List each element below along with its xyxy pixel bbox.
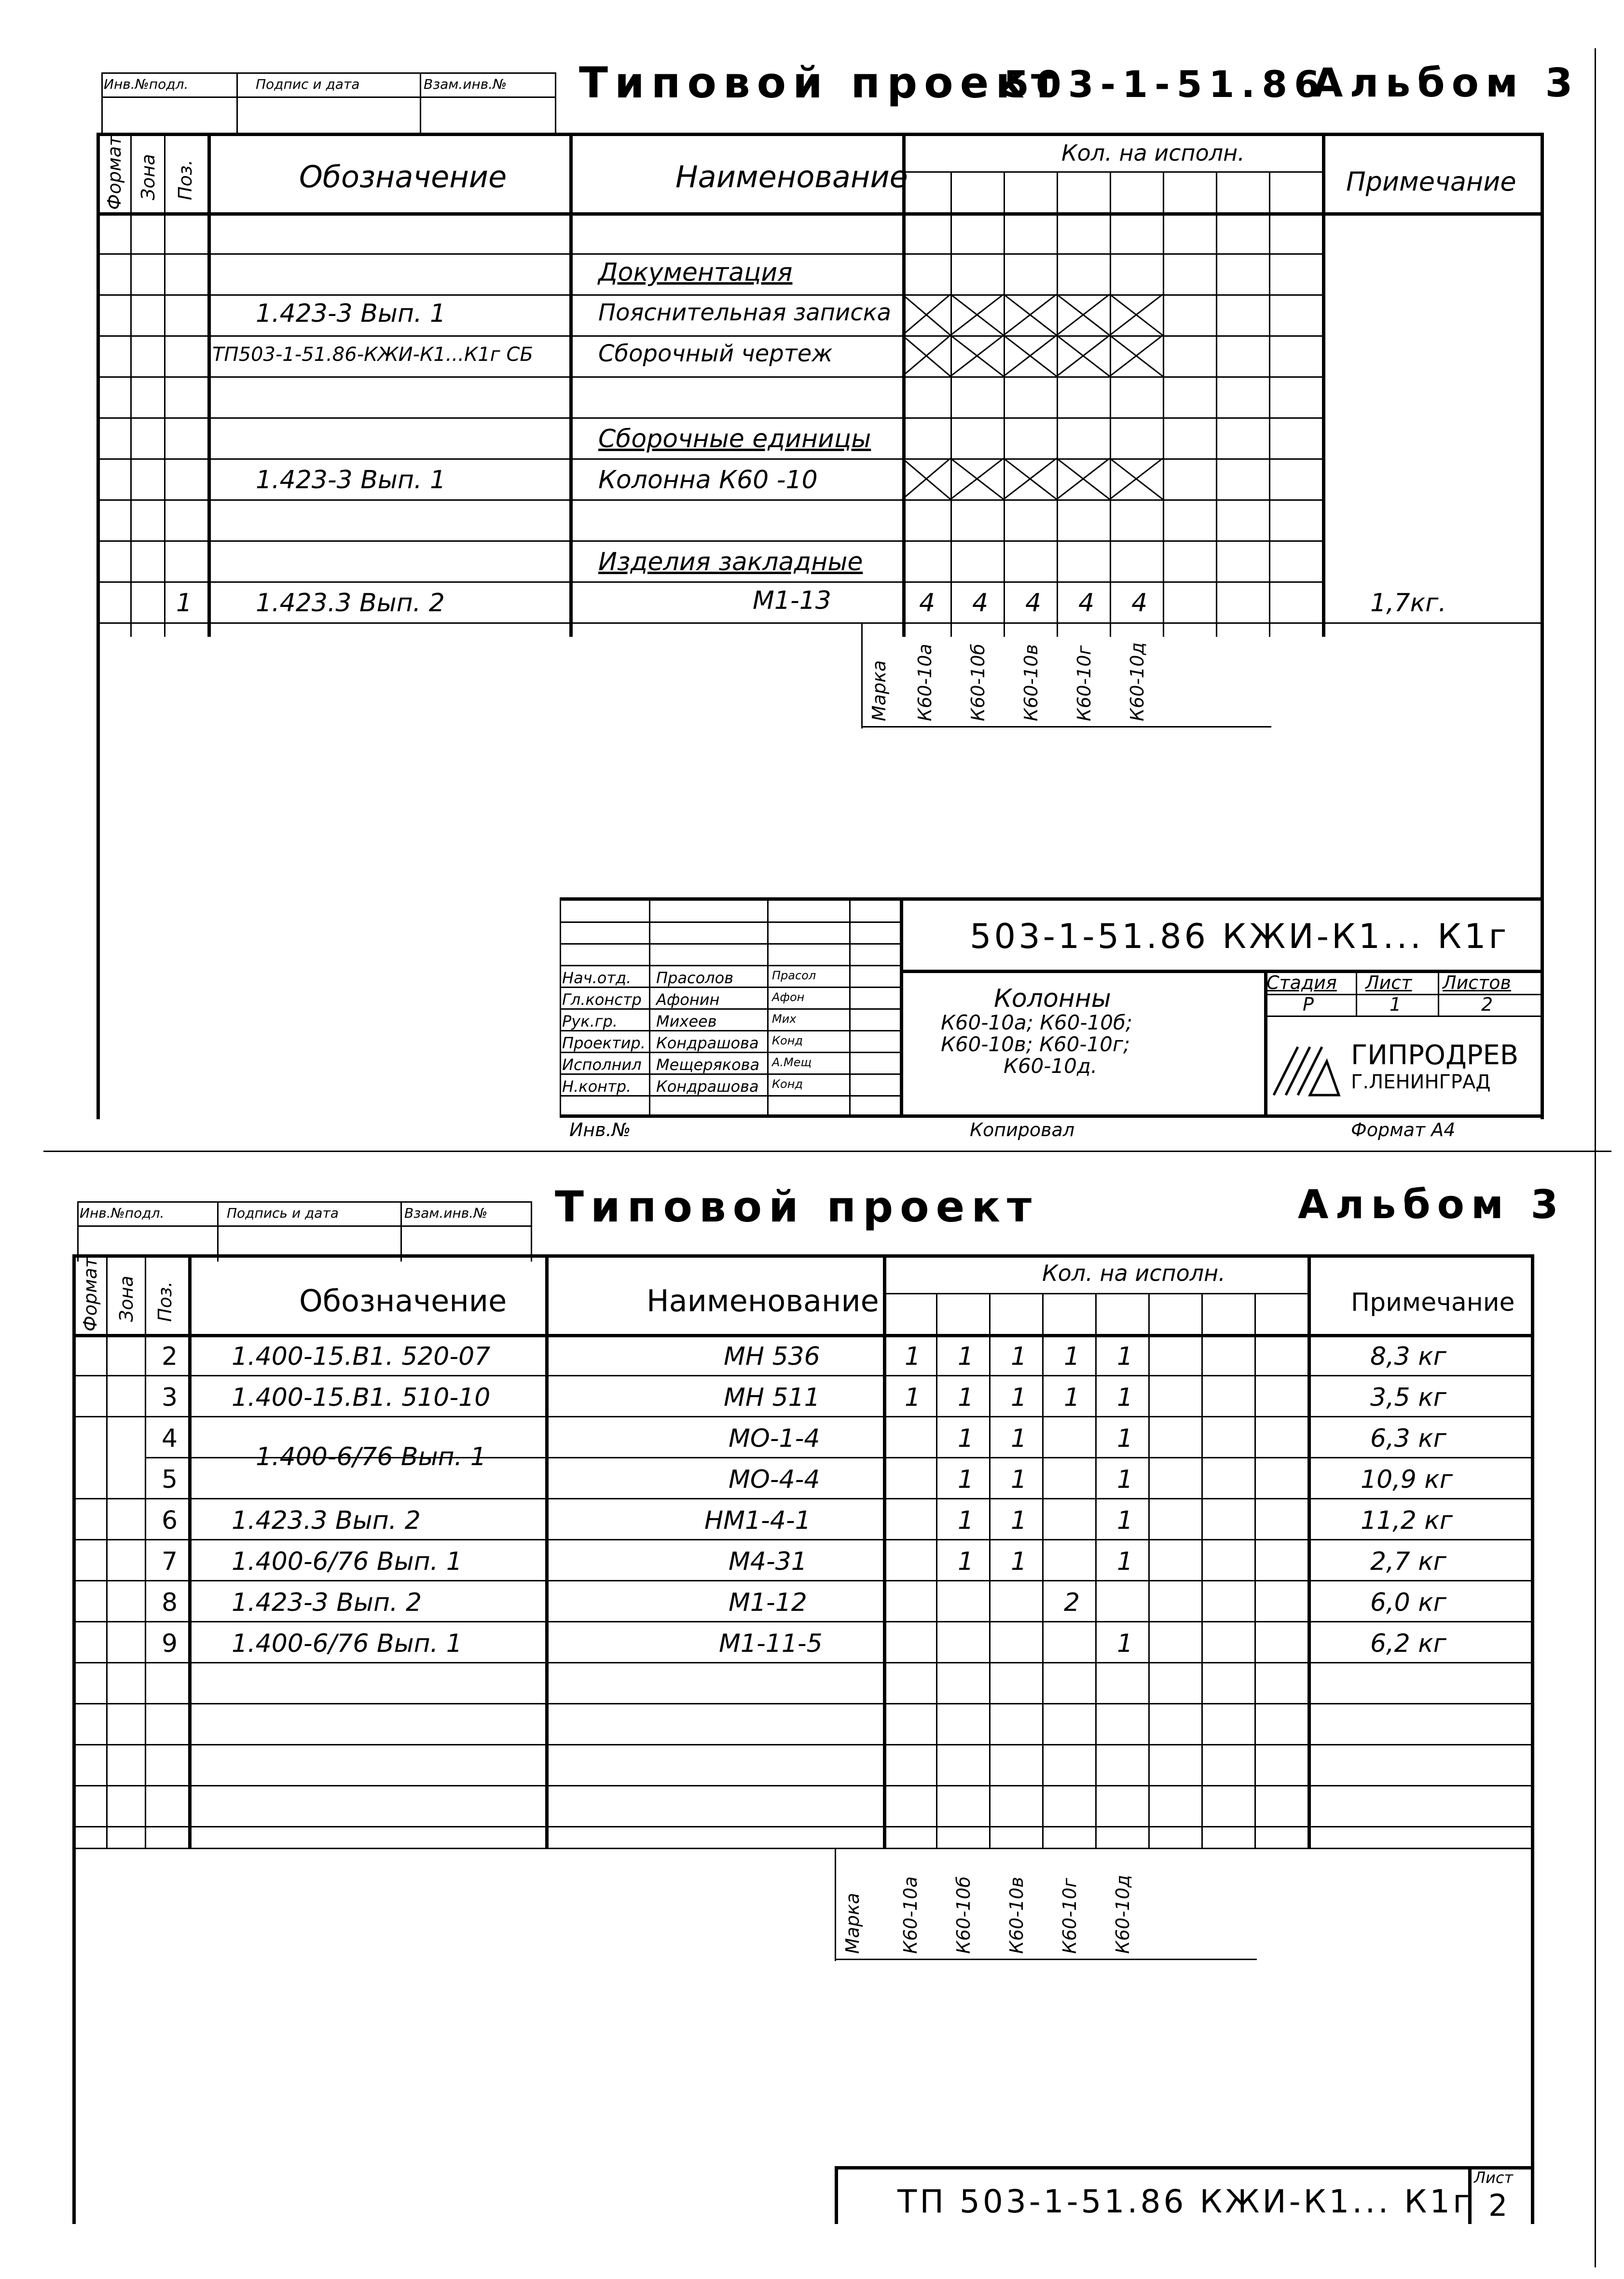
row-line	[72, 1703, 1534, 1704]
staff-signature: Конд	[772, 1034, 803, 1047]
staff-signature: Афон	[772, 990, 805, 1004]
qty-cell: 2	[1064, 1588, 1080, 1617]
qty-cell: 4	[1078, 589, 1095, 618]
footer-sheet-number: 2	[1488, 2188, 1508, 2223]
row-designation: 1.423-3 Вып. 1	[256, 466, 446, 494]
qty-cell: 1	[1011, 1342, 1027, 1371]
row-pos: 9	[162, 1629, 178, 1658]
row-designation: 1.400-15.В1. 520-07	[232, 1342, 491, 1371]
col-line-name	[883, 1254, 886, 1848]
format-label: Формат А4	[1351, 1119, 1456, 1140]
staff-name: Михеев	[656, 1012, 717, 1030]
col-line-format	[106, 1254, 108, 1848]
row-designation: 1.400-6/76 Вып. 1	[256, 1442, 486, 1471]
row-note: 6,3 кг	[1370, 1424, 1446, 1453]
qty-cell: 1	[1117, 1465, 1133, 1494]
album-label: Альбом 3	[1298, 1182, 1565, 1228]
qty-cell: 4	[972, 589, 989, 618]
stamp-replace-label: Взам.инв.№	[404, 1205, 488, 1221]
org-name: ГИПРОДРЕВ	[1351, 1040, 1519, 1071]
qty-cell: 1	[1064, 1383, 1080, 1412]
footer-left	[835, 2166, 838, 2224]
staff-signature: Прасол	[772, 969, 816, 982]
row-line	[72, 1785, 1534, 1786]
row-note: 6,2 кг	[1370, 1629, 1446, 1658]
qty-cell: 1	[1117, 1547, 1133, 1576]
mark-label: К60-10б	[967, 644, 989, 721]
qty-cell: 1	[1011, 1465, 1027, 1494]
staff-name: Кондрашова	[656, 1034, 759, 1052]
mark-label: К60-10д	[1127, 642, 1148, 721]
col-header-qty: Кол. на исполн.	[1042, 1260, 1225, 1286]
qty-cell: 1	[1011, 1383, 1027, 1412]
qty-cell: 1	[1011, 1547, 1027, 1576]
tb-row	[560, 921, 900, 923]
marks-label: Марка	[842, 1893, 863, 1954]
col-header-pos: Поз.	[175, 159, 196, 200]
tb-line	[649, 897, 650, 1114]
table-right-border	[1531, 1254, 1534, 2224]
row-pos: 1	[176, 589, 193, 618]
qty-cell: 1	[958, 1424, 974, 1453]
row-pos: 2	[162, 1342, 178, 1371]
qty-cell: 1	[1117, 1506, 1133, 1535]
staff-name: Афонин	[656, 990, 720, 1009]
sheet-value: 1	[1390, 994, 1402, 1015]
mark-label: К60-10д	[1112, 1875, 1133, 1954]
row-name: Колонна К60 -10	[598, 466, 818, 494]
qty-cell: 4	[1131, 589, 1148, 618]
stamp-mid-line	[77, 1225, 531, 1227]
row-designation: 1.400-6/76 Вып. 1	[232, 1547, 462, 1576]
staff-role: Рук.гр.	[562, 1012, 618, 1030]
qty-cell: 1	[958, 1465, 974, 1494]
qty-cell: 1	[1011, 1506, 1027, 1535]
row-line	[72, 1662, 1534, 1663]
qty-cell: 1	[958, 1342, 974, 1371]
stage-label: Стадия	[1266, 972, 1337, 993]
frame-left	[96, 637, 100, 1119]
table-left-border	[72, 1254, 76, 2224]
mark-label: К60-10в	[1020, 644, 1042, 721]
row-line	[72, 1416, 1534, 1417]
stamp-inv-label: Инв.№подл.	[80, 1205, 165, 1221]
row-name: Пояснительная записка	[598, 299, 892, 326]
qty-cell: 1	[1117, 1424, 1133, 1453]
stage-value: Р	[1303, 994, 1314, 1015]
item-title: Колонны	[994, 984, 1111, 1013]
row-note: 11,2 кг	[1361, 1506, 1453, 1535]
frame-right	[1541, 637, 1544, 1119]
col-header-qty: Кол. на исполн.	[1061, 140, 1245, 166]
row-note: 8,3 кг	[1370, 1342, 1446, 1371]
row-note: 2,7 кг	[1370, 1547, 1446, 1576]
mark-label: К60-10г	[1059, 1878, 1080, 1954]
marks-label: Марка	[868, 660, 890, 721]
row-designation: 1.423-3 Вып. 1	[256, 299, 446, 328]
tb-line	[1438, 970, 1439, 1016]
tb-row	[560, 943, 900, 945]
org-logo-icon	[1269, 1037, 1341, 1100]
staff-role: Исполнил	[562, 1056, 642, 1074]
titleblock-bottom	[560, 1114, 1544, 1118]
staff-signature: А.Мещ	[772, 1056, 812, 1069]
section-embedded-items: Изделия закладные	[598, 548, 863, 577]
qty-cell: 4	[919, 589, 936, 618]
row-designation: 1.423.3 Вып. 2	[256, 589, 445, 618]
footer-code: ТП 503-1-51.86 КЖИ-К1... К1г	[897, 2183, 1473, 2220]
sheet-divider	[43, 1151, 1611, 1152]
page-edge-line	[1595, 48, 1596, 2267]
org-city: Г.ЛЕНИНГРАД	[1351, 1071, 1491, 1093]
row-line	[72, 1375, 1534, 1376]
row-note: 10,9 кг	[1361, 1465, 1453, 1494]
sheets-label: Листов	[1443, 972, 1511, 993]
col-header-designation: Обозначение	[299, 1283, 507, 1318]
stamp-sign-label: Подпис и дата	[256, 76, 360, 92]
item-line: К60-10в; К60-10г;	[941, 1032, 1130, 1056]
crossed-cells	[0, 0, 1624, 675]
row-designation: 1.400-15.В1. 510-10	[232, 1383, 491, 1412]
row-designation: 1.423-3 Вып. 2	[232, 1588, 422, 1617]
inv-label: Инв.№	[569, 1119, 631, 1140]
titleblock-code: 503-1-51.86 КЖИ-К1... К1г	[970, 917, 1510, 956]
project-number: 503-1-51.86	[1004, 63, 1327, 106]
tb-line	[1356, 970, 1357, 1016]
row-name: МО-1-4	[729, 1424, 820, 1453]
row-name: М1-13	[753, 586, 831, 615]
col-header-zone: Зона	[116, 1276, 137, 1322]
footer-sheet-label: Лист	[1474, 2169, 1514, 2187]
row-name: НМ1-4-1	[704, 1506, 811, 1535]
row-designation: 1.423.3 Вып. 2	[232, 1506, 421, 1535]
footer-top	[835, 2166, 1534, 2169]
qty-cell: 1	[1117, 1342, 1133, 1371]
row-name: МО-4-4	[729, 1465, 820, 1494]
staff-role: Н.контр.	[562, 1077, 632, 1096]
qty-cell: 1	[1117, 1629, 1133, 1658]
row-pos: 8	[162, 1588, 178, 1617]
row-pos: 7	[162, 1547, 178, 1576]
qty-cell: 1	[958, 1547, 974, 1576]
table-header-bottom	[72, 1334, 1534, 1337]
staff-signature: Мих	[772, 1012, 797, 1026]
mark-label: К60-10г	[1073, 645, 1095, 721]
row-name: МН 536	[724, 1342, 820, 1371]
row-designation: 1.400-6/76 Вып. 1	[232, 1629, 462, 1658]
row-name: М1-11-5	[719, 1629, 823, 1658]
row-line	[72, 1498, 1534, 1499]
mark-label: К60-10а	[914, 644, 936, 721]
col-line-pos	[188, 1254, 192, 1848]
row-name: МН 511	[724, 1383, 820, 1412]
row-pos: 3	[162, 1383, 178, 1412]
marks-bottom	[835, 1959, 1257, 1960]
stamp-line	[77, 1201, 79, 1262]
stamp-top-line	[77, 1201, 531, 1203]
row-pos: 4	[162, 1424, 178, 1453]
col-line-zone	[145, 1254, 146, 1848]
tb-row	[560, 965, 900, 966]
col-header-format: Формат	[104, 135, 125, 210]
row-name: М4-31	[729, 1547, 807, 1576]
titleblock-top	[560, 897, 1544, 901]
col-line-designation	[545, 1254, 549, 1848]
marks-line	[861, 622, 863, 728]
qty-cell: 1	[905, 1383, 921, 1412]
table-top-border	[72, 1254, 1534, 1258]
stamp-inv-label: Инв.№подл.	[104, 76, 189, 92]
qty-cell: 1	[958, 1506, 974, 1535]
staff-name: Прасолов	[656, 969, 734, 987]
staff-role: Гл.констр	[562, 990, 642, 1009]
col-header-note: Примечание	[1346, 166, 1516, 197]
item-line: К60-10д.	[1004, 1054, 1098, 1078]
row-line	[72, 1580, 1534, 1581]
mark-label: К60-10в	[1006, 1877, 1027, 1954]
row-line	[72, 1744, 1534, 1745]
tb-line	[900, 897, 903, 1114]
item-line: К60-10а; К60-10б;	[941, 1011, 1133, 1034]
staff-role: Нач.отд.	[562, 969, 632, 987]
tb-row	[1264, 1016, 1544, 1017]
page-title: Типовой проект	[555, 1182, 1039, 1232]
col-header-note: Примечание	[1351, 1288, 1515, 1317]
row-line	[72, 1539, 1534, 1540]
mark-label: К60-10а	[900, 1876, 921, 1954]
qty-cell: 1	[958, 1383, 974, 1412]
col-line-note	[1307, 1254, 1311, 1848]
row-note: 3,5 кг	[1370, 1383, 1446, 1412]
section-documentation: Документация	[598, 258, 793, 287]
section-assemblies: Сборочные единицы	[598, 425, 871, 453]
mark-label: К60-10б	[953, 1876, 974, 1954]
row-line	[72, 1826, 1534, 1827]
copied-label: Копировал	[970, 1119, 1075, 1140]
staff-name: Кондрашова	[656, 1077, 759, 1096]
col-header-name: Наименование	[675, 159, 908, 194]
row-line	[72, 1848, 1534, 1849]
marks-bottom	[861, 726, 1271, 728]
col-header-format: Формат	[80, 1257, 101, 1332]
qty-cell: 1	[905, 1342, 921, 1371]
marks-line	[835, 1848, 836, 1961]
page-title: Типовой проект	[579, 58, 1063, 108]
row-pos: 6	[162, 1506, 178, 1535]
tb-line	[560, 897, 561, 1114]
stamp-replace-label: Взам.инв.№	[424, 76, 507, 92]
row-line	[545, 1457, 1534, 1458]
row-line	[72, 1621, 1534, 1622]
tb-line	[767, 897, 769, 1114]
row-pos: 5	[162, 1465, 178, 1494]
qty-header-line	[883, 1293, 1307, 1294]
qty-cell: 1	[1011, 1424, 1027, 1453]
col-header-zone: Зона	[138, 154, 159, 200]
qty-cell: 1	[1117, 1383, 1133, 1412]
qty-cell: 4	[1025, 589, 1042, 618]
stamp-line	[217, 1201, 219, 1262]
row-name: М1-12	[729, 1588, 807, 1617]
stamp-sign-label: Подпись и дата	[227, 1205, 339, 1221]
row-note: 6,0 кг	[1370, 1588, 1446, 1617]
sheet-label: Лист	[1365, 972, 1412, 993]
tb-line	[849, 897, 851, 1114]
col-header-name: Наименование	[647, 1283, 879, 1318]
album-label: Альбом 3	[1312, 60, 1580, 106]
stamp-line	[400, 1201, 402, 1262]
staff-name: Мещерякова	[656, 1056, 760, 1074]
sheets-value: 2	[1481, 994, 1493, 1015]
stamp-line	[531, 1201, 532, 1262]
staff-signature: Конд	[772, 1077, 803, 1091]
row-note: 1,7кг.	[1370, 589, 1446, 618]
row-name: Сборочный чертеж	[598, 340, 833, 367]
qty-cell: 1	[1064, 1342, 1080, 1371]
staff-role: Проектир.	[562, 1034, 646, 1052]
col-header-pos: Поз.	[154, 1281, 176, 1322]
row-designation: ТП503-1-51.86-КЖИ-К1...К1г СБ	[212, 343, 533, 366]
col-header-designation: Обозначение	[299, 159, 507, 194]
